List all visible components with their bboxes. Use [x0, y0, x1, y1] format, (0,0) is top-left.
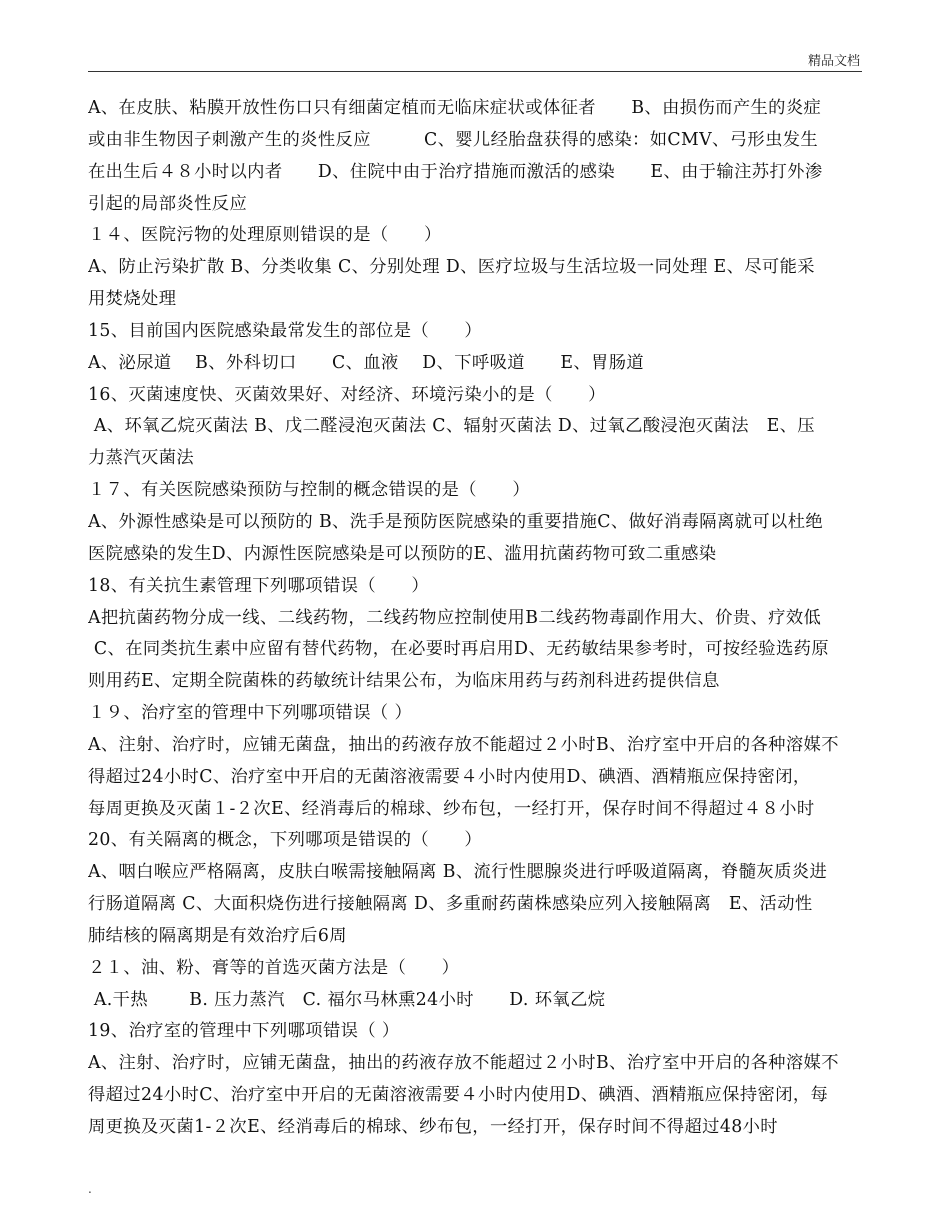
- text-line: 用焚烧处理: [88, 289, 177, 310]
- text-line: 得超过24小时C、治疗室中开启的无菌溶液需要４小时内使用D、碘酒、酒精瓶应保持密闭，每: [88, 1085, 829, 1106]
- document-body: [88, 93, 862, 1144]
- text-line: 15、目前国内医院感染最常发生的部位是（ ）: [88, 320, 483, 341]
- text-line: A、咽白喉应严格隔离，皮肤白喉需接触隔离 B、流行性腮腺炎进行呼吸道隔离，脊髓灰质炎进: [88, 862, 828, 883]
- text-line: １４、医院污物的处理原则错误的是（ ）: [88, 225, 442, 246]
- text-line: A、环氧乙烷灭菌法 B、戊二醛浸泡灭菌法 C、辐射灭菌法 D、过氧乙酸浸泡灭菌法 E、压: [88, 416, 815, 437]
- text-line: 力蒸汽灭菌法: [88, 448, 195, 469]
- text-line: 18、有关抗生素管理下列哪项错误（ ）: [88, 575, 430, 596]
- text-line: 16、灭菌速度快、灭菌效果好、对经济、环境污染小的是（ ）: [88, 384, 606, 405]
- text-line: 或由非生物因子刺激产生的炎性反应 C、婴儿经胎盘获得的感染：如CMV、弓形虫发生: [88, 129, 819, 150]
- text-line: A、注射、治疗时，应铺无菌盘，抽出的药液存放不能超过２小时B、治疗室中开启的各种溶媒不: [88, 734, 839, 755]
- text-line: 则用药E、定期全院菌株的药敏统计结果公布，为临床用药与药剂科进药提供信息: [88, 671, 720, 692]
- text-line: 19、治疗室的管理中下列哪项错误（ ）: [88, 1021, 400, 1042]
- text-line: 在出生后４８小时以内者 D、住院中由于治疗措施而激活的感染 E、由于输注苏打外渗: [88, 161, 823, 182]
- text-line: A、泌尿道 B、外科切口 C、血液 D、下呼吸道 E、胃肠道: [88, 352, 645, 373]
- text-line: 每周更换及灭菌１-２次E、经消毒后的棉球、纱布包，一经打开，保存时间不得超过４８小时: [88, 798, 815, 819]
- text-line: A.干热 B. 压力蒸汽 C. 福尔马林熏24小时 D. 环氧乙烷: [88, 989, 606, 1010]
- page-header-label: 精品文档: [807, 54, 860, 69]
- text-line: ２１、油、粉、膏等的首选灭菌方法是（ ）: [88, 957, 460, 978]
- text-line: A把抗菌药物分成一线、二线药物，二线药物应控制使用B二线药物毒副作用大、价贵、疗效低: [88, 607, 822, 628]
- text-line: A、防止污染扩散 B、分类收集 C、分别处理 D、医疗垃圾与生活垃圾一同处理 E、尽可能采: [88, 257, 815, 278]
- text-line: １９、治疗室的管理中下列哪项错误（ ）: [88, 703, 413, 724]
- text-line: 20、有关隔离的概念，下列哪项是错误的（ ）: [88, 830, 483, 851]
- header-divider: [88, 71, 862, 72]
- text-line: A、注射、治疗时，应铺无菌盘，抽出的药液存放不能超过２小时B、治疗室中开启的各种溶媒不: [88, 1053, 839, 1074]
- footer-mark: .: [88, 1182, 92, 1196]
- text-line: A、在皮肤、粘膜开放性伤口只有细菌定植而无临床症状或体征者 B、由损伤而产生的炎症: [88, 98, 822, 118]
- text-line: 周更换及灭菌1-２次E、经消毒后的棉球、纱布包，一经打开，保存时间不得超过48小时: [88, 1117, 778, 1137]
- text-line: C、在同类抗生素中应留有替代药物，在必要时再启用D、无药敏结果参考时，可按经验选药原: [88, 639, 830, 660]
- text-line: 医院感染的发生D、内源性医院感染是可以预防的E、滥用抗菌药物可致二重感染: [88, 543, 717, 564]
- text-line: 得超过24小时C、治疗室中开启的无菌溶液需要４小时内使用D、碘酒、酒精瓶应保持密闭，: [88, 766, 811, 787]
- text-line: １７、有关医院感染预防与控制的概念错误的是（ ）: [88, 480, 531, 501]
- text-line: 行肠道隔离 C、大面积烧伤进行接触隔离 D、多重耐药菌株感染应列入接触隔离 E、活动性: [88, 894, 813, 915]
- text-line: 引起的局部炎性反应: [88, 193, 248, 214]
- text-line: 肺结核的隔离期是有效治疗后6周: [88, 925, 347, 946]
- text-line: A、外源性感染是可以预防的 B、洗手是预防医院感染的重要措施C、做好消毒隔离就可以杜绝: [88, 511, 824, 532]
